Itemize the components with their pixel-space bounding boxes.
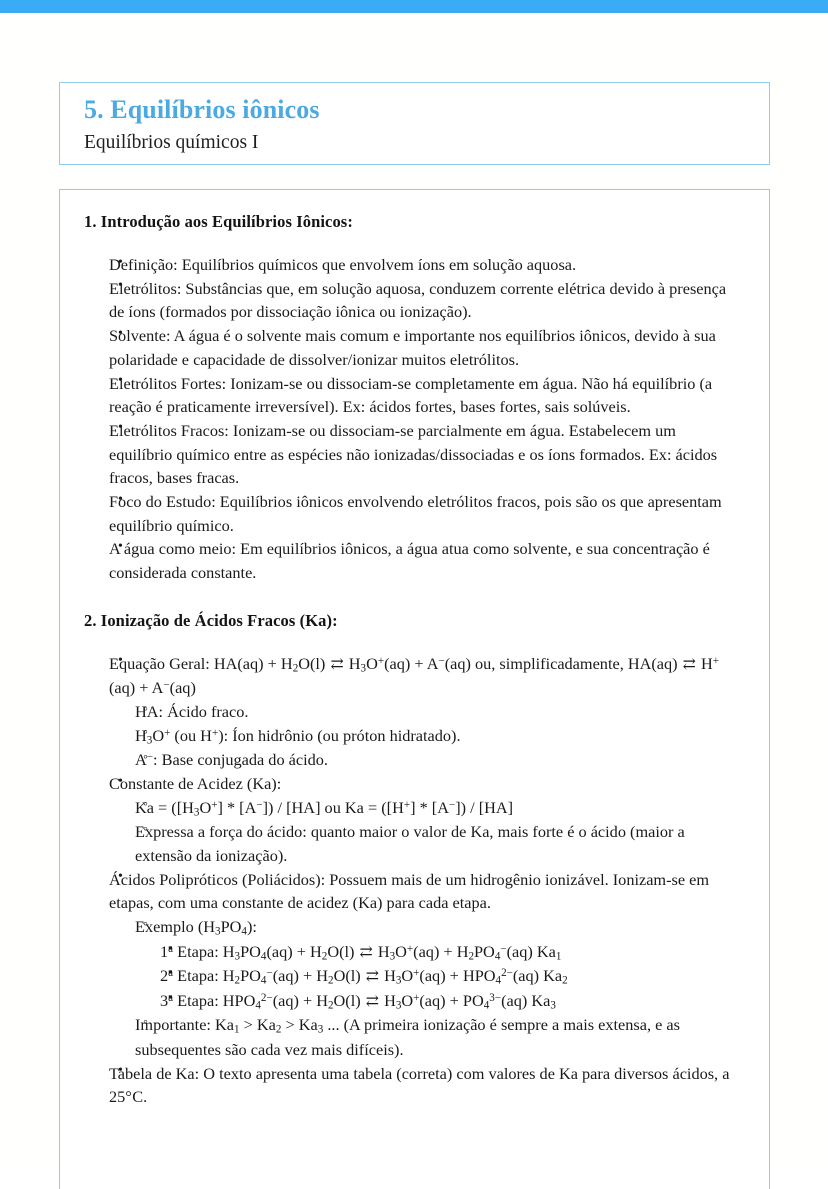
- list-item: [109, 700, 741, 724]
- bullet-text-ka-formula: ◦ $Ka = ([H_3O^+] * [A^-]) / [HA]$ ou Ka = ([H+] * [A−]) / [HA]: [135, 796, 741, 821]
- page-subtitle: Equilíbrios químicos I: [84, 132, 259, 154]
- section-heading-2: 2. Ionização de Ácidos Fracos (Ka):: [84, 610, 338, 630]
- list-item-poliproticos: [84, 868, 741, 1062]
- document-content-box: [59, 189, 770, 1189]
- list-item: [84, 490, 741, 537]
- list-item-exemplo: [109, 915, 741, 1013]
- bullet-text: • Ácidos Polipróticos (Poliácidos): Possuem mais de um hidrogênio ionizável. Ionizam-se em etapas, com uma constante de acidez (Ka) para cada etapa.: [109, 868, 741, 915]
- bullet-text-etapa-2: ▪ 2$^a$ Etapa: $H_2PO_4^-(aq) + H_2O(l)$ ⇄ $H_3O^+(aq) + HPO_4^{2-}(aq)$ $Ka_2$: [160, 964, 741, 989]
- bullet-text-base-conjugada: ◦ A−: Base conjugada do ácido.: [135, 748, 741, 772]
- list-item: [109, 724, 741, 749]
- bullet-text-etapa-3: ▪ 3$^a$ Etapa: $HPO_4^{2-}(aq) + H_2O(l)$ ⇄ $H_3O^+(aq) + PO_4^{3-}(aq)$ $Ka_3$: [160, 989, 741, 1014]
- list-item: [84, 253, 741, 277]
- list-item: [109, 796, 741, 821]
- page-title: 5. Equilíbrios iônicos: [84, 95, 320, 124]
- bullet-text-tabela-ka: • Tabela de Ka: O texto apresenta uma tabela (correta) com valores de Ka para diversos ácidos, a 25°C.: [109, 1062, 741, 1109]
- constante-acidez-sublist: [109, 796, 741, 868]
- bullet-text-exemplo: ◦ Exemplo $(H_3PO_4)$:: [135, 915, 741, 940]
- bullet-text-etapa-1: ▪ 1$^a$ Etapa: $H_3PO_4(aq) + H_2O(l)$ ⇄ $H_3O^+(aq) + H_2PO_4^-(aq)$ $Ka_1$: [160, 940, 741, 965]
- bullet-text: • Solvente: A água é o solvente mais comum e importante nos equilíbrios iônicos, devido à sua polaridade e capacidade de dissolver/ionizar muitos eletrólitos.: [109, 324, 741, 371]
- bullet-text-hidronio: ◦ $H_3O^+$ (ou H+): Íon hidrônio (ou próton hidratado).: [135, 724, 741, 749]
- list-item: [135, 940, 741, 965]
- list-item: [84, 419, 741, 490]
- list-item: [84, 372, 741, 419]
- list-item: [135, 989, 741, 1014]
- list-item-tabela-ka: [84, 1062, 741, 1109]
- section-1-bullet-list: [84, 253, 741, 585]
- list-item-constante-acidez: [84, 772, 741, 868]
- top-accent-bar: [0, 0, 828, 13]
- bullet-text: • Definição: Equilíbrios químicos que envolvem íons em solução aquosa.: [109, 253, 741, 277]
- bullet-text: • Eletrólitos Fortes: Ionizam-se ou dissociam-se completamente em água. Não há equilíbrio (a reação é praticamente irreversível). Ex: ácidos fortes, bases fortes, sais solúveis.: [109, 372, 741, 419]
- list-item: [109, 820, 741, 867]
- list-item: [84, 277, 741, 324]
- list-item: [84, 324, 741, 371]
- list-item: [84, 537, 741, 584]
- list-item: [109, 1013, 741, 1061]
- document-header-box: [59, 82, 770, 165]
- bullet-text: • A água como meio: Em equilíbrios iônicos, a água atua como solvente, e sua concentração é considerada constante.: [109, 537, 741, 584]
- bullet-text: • Eletrólitos: Substâncias que, em solução aquosa, conduzem corrente elétrica devido à presença de íons (formados por dissociação iônica ou ionização).: [109, 277, 741, 324]
- section-heading-1: 1. Introdução aos Equilíbrios Iônicos:: [84, 212, 353, 231]
- bullet-text: ◦ HA: Ácido fraco.: [135, 700, 741, 724]
- list-item: [109, 748, 741, 772]
- list-item: [135, 964, 741, 989]
- bullet-text-importante: ◦ Importante: $Ka_1 > Ka_2 > Ka_3$ ... (A primeira ionização é sempre a mais extensa, e as subsequentes são cada vez mais difíceis).: [135, 1013, 741, 1061]
- equacao-geral-sublist: [109, 700, 741, 772]
- document-page: [0, 13, 828, 1171]
- bullet-text-equacao-geral: • Equação Geral: $HA(aq) + H_2O(l)$ ⇄ $H_3O^+(aq) + A^-(aq)$ ou, simplificadamente, HA(aq) ⇄ H+(aq) + A−(aq): [109, 652, 741, 700]
- section-2-bullet-list: [84, 652, 741, 1109]
- bullet-text: • Constante de Acidez (Ka):: [109, 772, 741, 796]
- exemplo-etapas-list: [135, 940, 741, 1014]
- list-item-equacao-geral: [84, 652, 741, 772]
- poliproticos-sublist: [109, 915, 741, 1061]
- bullet-text: • Eletrólitos Fracos: Ionizam-se ou dissociam-se parcialmente em água. Estabelecem um equilíbrio químico entre as espécies não ionizadas/dissociadas e os íons formados. Ex: ácidos fracos, bases fracas.: [109, 419, 741, 490]
- bullet-text: • Foco do Estudo: Equilíbrios iônicos envolvendo eletrólitos fracos, pois são os que apresentam equilíbrio químico.: [109, 490, 741, 537]
- bullet-text: ◦ Expressa a força do ácido: quanto maior o valor de Ka, mais forte é o ácido (maior a extensão da ionização).: [135, 820, 741, 867]
